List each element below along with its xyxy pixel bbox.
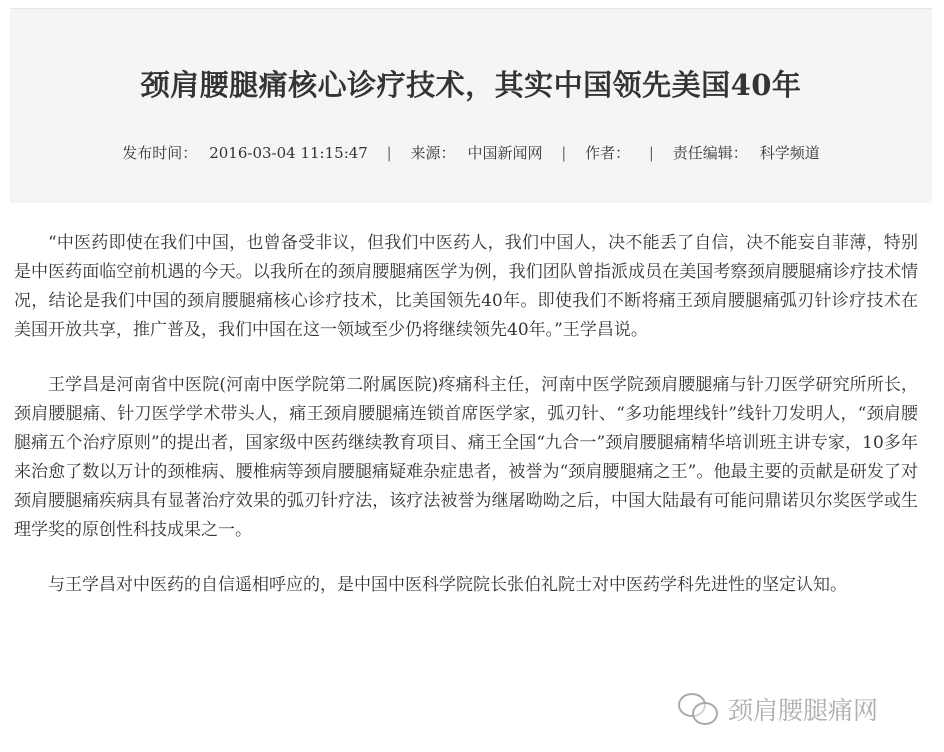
page-title: 颈肩腰腿痛核心诊疗技术，其实中国领先美国40年 xyxy=(140,68,802,102)
paragraph: 与王学昌对中医药的自信遥相呼应的，是中国中医科学院院长张伯礼院士对中医药学科先进性的坚定认知。 xyxy=(48,575,847,595)
paragraph: “中医药即使在我们中国，也曾备受非议，但我们中医药人，我们中国人，决不能丢了自信，决不能妄自菲薄，特别是中医药面临空前机遇的今天。以我所在的颈肩腰腿痛医学为例，我们团队曾指派成员在美国考察颈肩腰腿痛诊疗技术情况，结论是我们中国的颈肩腰腿痛核心诊疗技术，比美国领先40年。即使我们不断将痛王颈肩腰腿痛弧刃针诊疗技术在美国开放共享，推广普及，我们中国在这一领域至少仍将继续领先40年。”王学昌说。 xyxy=(14,233,918,340)
publish-time: 2016-03-04 11:15:47 xyxy=(209,144,368,162)
watermark-text: 颈肩腰腿痛网 xyxy=(728,696,879,725)
meta-separator: | xyxy=(386,144,392,162)
editor-label: 责任编辑： xyxy=(672,144,748,162)
meta-separator: | xyxy=(648,144,654,162)
editor-value: 科学频道 xyxy=(759,144,820,162)
wechat-icon xyxy=(678,690,722,728)
source-label: 来源： xyxy=(410,144,456,162)
author-label: 作者： xyxy=(585,144,631,162)
article-meta xyxy=(10,142,932,163)
publish-label: 发布时间： xyxy=(122,144,198,162)
paragraph: 王学昌是河南省中医院(河南中医学院第二附属医院)疼痛科主任，河南中医学院颈肩腰腿痛与针刀医学研究所所长，颈肩腰腿痛、针刀医学学术带头人，痛王颈肩腰腿痛连锁首席医学家，弧刃针、“多功能埋线针”线针刀发明人，“颈肩腰腿痛五个治疗原则”的提出者，国家级中医药继续教育项目、痛王全国“九合一”颈肩腰腿痛精华培训班主讲专家，10多年来治愈了数以万计的颈椎病、腰椎病等颈肩腰腿痛疑难杂症患者，被誉为“颈肩腰腿痛之王”。他最主要的贡献是研发了对颈肩腰腿痛疾病具有显著治疗效果的弧刃针疗法，该疗法被誉为继屠呦呦之后，中国大陆最有可能问鼎诺贝尔奖医学或生理学奖的原创性科技成果之一。 xyxy=(14,375,918,540)
article-header xyxy=(10,8,932,203)
meta-separator: | xyxy=(561,144,567,162)
article-body xyxy=(14,229,918,626)
source-link[interactable]: 中国新闻网 xyxy=(467,144,543,162)
watermark xyxy=(678,690,878,728)
